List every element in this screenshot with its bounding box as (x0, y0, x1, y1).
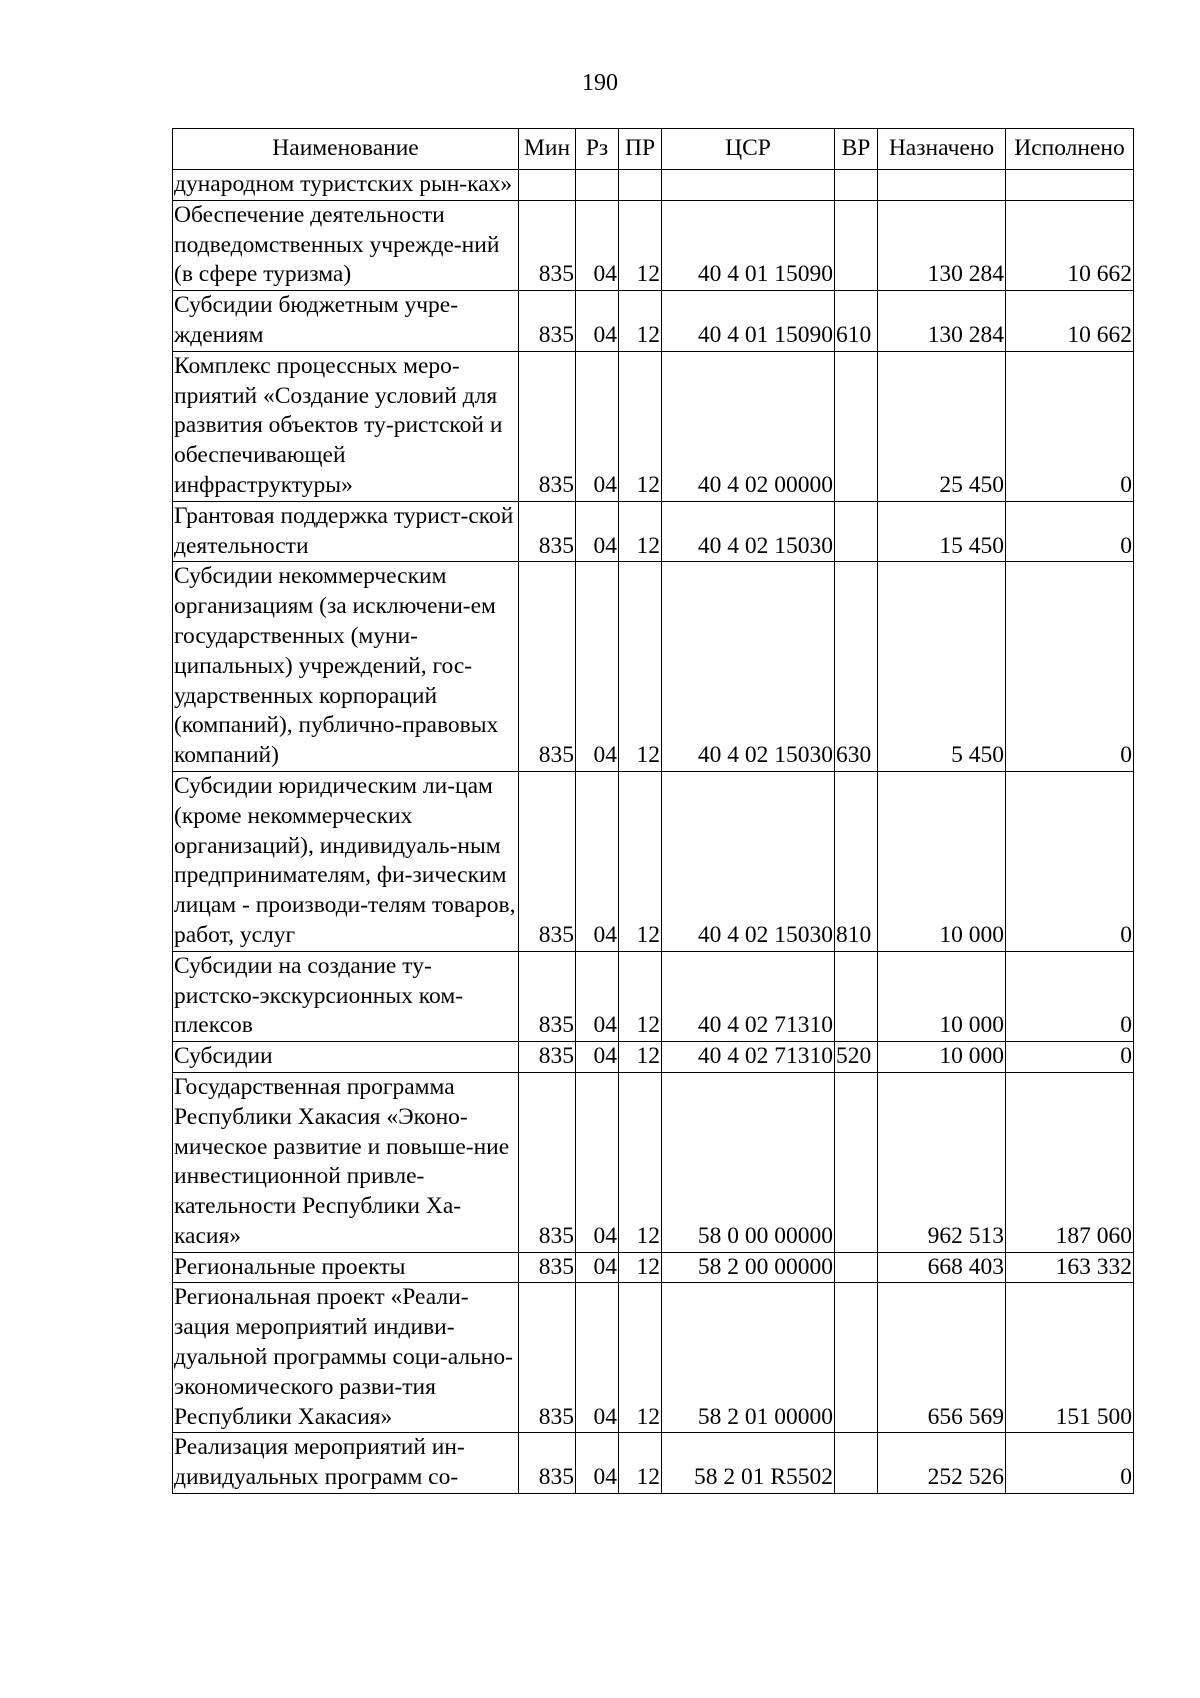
cell-pr: 12 (619, 1042, 662, 1073)
cell-csr: 58 2 01 R5502 (662, 1433, 835, 1494)
table-row (173, 771, 1134, 951)
cell-vr (835, 1072, 878, 1252)
cell-min: 835 (519, 951, 576, 1041)
cell-rz: 04 (576, 1072, 619, 1252)
cell-vr: 610 (835, 291, 878, 352)
cell-csr: 58 2 01 00000 (662, 1283, 835, 1433)
table-row (173, 501, 1134, 562)
cell-csr: 40 4 02 71310 (662, 951, 835, 1041)
table-row (173, 1072, 1134, 1252)
cell-csr: 58 2 00 00000 (662, 1252, 835, 1283)
cell-pr: 12 (619, 200, 662, 290)
cell-executed (1006, 170, 1134, 201)
cell-csr: 40 4 02 15030 (662, 501, 835, 562)
cell-executed: 10 662 (1006, 200, 1134, 290)
cell-executed: 163 332 (1006, 1252, 1134, 1283)
cell-min: 835 (519, 291, 576, 352)
cell-rz: 04 (576, 1433, 619, 1494)
cell-vr (835, 170, 878, 201)
cell-name: Реализация мероприятий ин-дивидуальных программ со- (173, 1433, 519, 1494)
cell-executed: 0 (1006, 351, 1134, 501)
cell-executed: 151 500 (1006, 1283, 1134, 1433)
cell-pr: 12 (619, 1252, 662, 1283)
cell-assigned: 5 450 (878, 562, 1006, 772)
header-rz: Рз (576, 129, 619, 170)
cell-rz: 04 (576, 1283, 619, 1433)
cell-min: 835 (519, 562, 576, 772)
cell-executed: 0 (1006, 562, 1134, 772)
table-row (173, 1042, 1134, 1073)
cell-vr: 630 (835, 562, 878, 772)
cell-name: Региональные проекты (173, 1252, 519, 1283)
cell-name: Субсидии (173, 1042, 519, 1073)
cell-csr: 40 4 02 15030 (662, 771, 835, 951)
header-vr: ВР (835, 129, 878, 170)
cell-name: Обеспечение деятельности подведомственных учрежде-ний (в сфере туризма) (173, 200, 519, 290)
cell-assigned: 130 284 (878, 200, 1006, 290)
page-number: 190 (582, 70, 618, 96)
cell-name: Грантовая поддержка турист-ской деятельности (173, 501, 519, 562)
cell-assigned (878, 170, 1006, 201)
header-min: Мин (519, 129, 576, 170)
cell-executed: 187 060 (1006, 1072, 1134, 1252)
cell-vr (835, 501, 878, 562)
header-executed: Исполнено (1006, 129, 1134, 170)
cell-assigned: 10 000 (878, 951, 1006, 1041)
cell-pr: 12 (619, 1283, 662, 1433)
cell-pr: 12 (619, 1072, 662, 1252)
table-row (173, 562, 1134, 772)
cell-name: Субсидии некоммерческим организациям (за исключени-ем государственных (муни-ципальных) учреждений, гос-ударственных корпораций (компаний), публично-правовых компаний) (173, 562, 519, 772)
cell-csr: 58 0 00 00000 (662, 1072, 835, 1252)
header-name: Наименование (173, 129, 519, 170)
cell-min: 835 (519, 771, 576, 951)
cell-csr: 40 4 02 00000 (662, 351, 835, 501)
cell-rz: 04 (576, 501, 619, 562)
cell-min: 835 (519, 501, 576, 562)
table-row (173, 351, 1134, 501)
cell-min: 835 (519, 1433, 576, 1494)
cell-pr: 12 (619, 291, 662, 352)
cell-min: 835 (519, 1042, 576, 1073)
table-body (173, 170, 1134, 1494)
cell-min (519, 170, 576, 201)
cell-assigned: 15 450 (878, 501, 1006, 562)
cell-vr (835, 951, 878, 1041)
header-pr: ПР (619, 129, 662, 170)
cell-assigned: 10 000 (878, 1042, 1006, 1073)
cell-rz: 04 (576, 951, 619, 1041)
cell-vr: 520 (835, 1042, 878, 1073)
cell-rz: 04 (576, 1042, 619, 1073)
cell-assigned: 130 284 (878, 291, 1006, 352)
cell-rz: 04 (576, 562, 619, 772)
cell-rz: 04 (576, 1252, 619, 1283)
cell-name: Субсидии юридическим ли-цам (кроме некоммерческих организаций), индивидуаль-ным предпринимателям, фи-зическим лицам - производи-телям товаров, работ, услуг (173, 771, 519, 951)
table-row (173, 170, 1134, 201)
header-assigned: Назначено (878, 129, 1006, 170)
cell-csr (662, 170, 835, 201)
cell-vr (835, 1252, 878, 1283)
cell-pr: 12 (619, 771, 662, 951)
cell-csr: 40 4 01 15090 (662, 291, 835, 352)
cell-assigned: 252 526 (878, 1433, 1006, 1494)
cell-rz: 04 (576, 771, 619, 951)
cell-assigned: 656 569 (878, 1283, 1006, 1433)
cell-executed: 0 (1006, 501, 1134, 562)
cell-csr: 40 4 02 15030 (662, 562, 835, 772)
cell-assigned: 962 513 (878, 1072, 1006, 1252)
table-row (173, 1283, 1134, 1433)
table-row (173, 951, 1134, 1041)
cell-rz: 04 (576, 351, 619, 501)
cell-csr: 40 4 02 71310 (662, 1042, 835, 1073)
header-csr: ЦСР (662, 129, 835, 170)
cell-pr: 12 (619, 951, 662, 1041)
cell-executed: 0 (1006, 951, 1134, 1041)
cell-assigned: 668 403 (878, 1252, 1006, 1283)
cell-assigned: 10 000 (878, 771, 1006, 951)
cell-executed: 0 (1006, 1042, 1134, 1073)
cell-name: Региональная проект «Реали-зация мероприятий индиви-дуальной программы соци-ально-экономического разви-тия Республики Хакасия» (173, 1283, 519, 1433)
cell-pr: 12 (619, 351, 662, 501)
table-row (173, 1252, 1134, 1283)
cell-name: Субсидии на создание ту-ристско-экскурсионных ком-плексов (173, 951, 519, 1041)
cell-min: 835 (519, 200, 576, 290)
cell-rz (576, 170, 619, 201)
cell-min: 835 (519, 351, 576, 501)
cell-executed: 10 662 (1006, 291, 1134, 352)
cell-assigned: 25 450 (878, 351, 1006, 501)
cell-min: 835 (519, 1252, 576, 1283)
cell-min: 835 (519, 1072, 576, 1252)
cell-csr: 40 4 01 15090 (662, 200, 835, 290)
cell-executed: 0 (1006, 771, 1134, 951)
cell-pr: 12 (619, 562, 662, 772)
cell-vr: 810 (835, 771, 878, 951)
cell-pr (619, 170, 662, 201)
cell-pr: 12 (619, 1433, 662, 1494)
cell-name: Государственная программа Республики Хакасия «Эконо-мическое развитие и повыше-ние инвестиционной привле-кательности Республики Ха-касия» (173, 1072, 519, 1252)
cell-vr (835, 200, 878, 290)
budget-table (172, 128, 1134, 1494)
header-row (173, 129, 1134, 170)
cell-min: 835 (519, 1283, 576, 1433)
cell-pr: 12 (619, 501, 662, 562)
cell-name: Комплекс процессных меро-приятий «Создание условий для развития объектов ту-ристской и обеспечивающей инфраструктуры» (173, 351, 519, 501)
cell-name: Субсидии бюджетным учре-ждениям (173, 291, 519, 352)
table-row (173, 291, 1134, 352)
cell-rz: 04 (576, 200, 619, 290)
cell-vr (835, 351, 878, 501)
cell-executed: 0 (1006, 1433, 1134, 1494)
cell-vr (835, 1433, 878, 1494)
cell-vr (835, 1283, 878, 1433)
cell-name: дународном туристских рын-ках» (173, 170, 519, 201)
table-row (173, 200, 1134, 290)
table-row (173, 1433, 1134, 1494)
cell-rz: 04 (576, 291, 619, 352)
